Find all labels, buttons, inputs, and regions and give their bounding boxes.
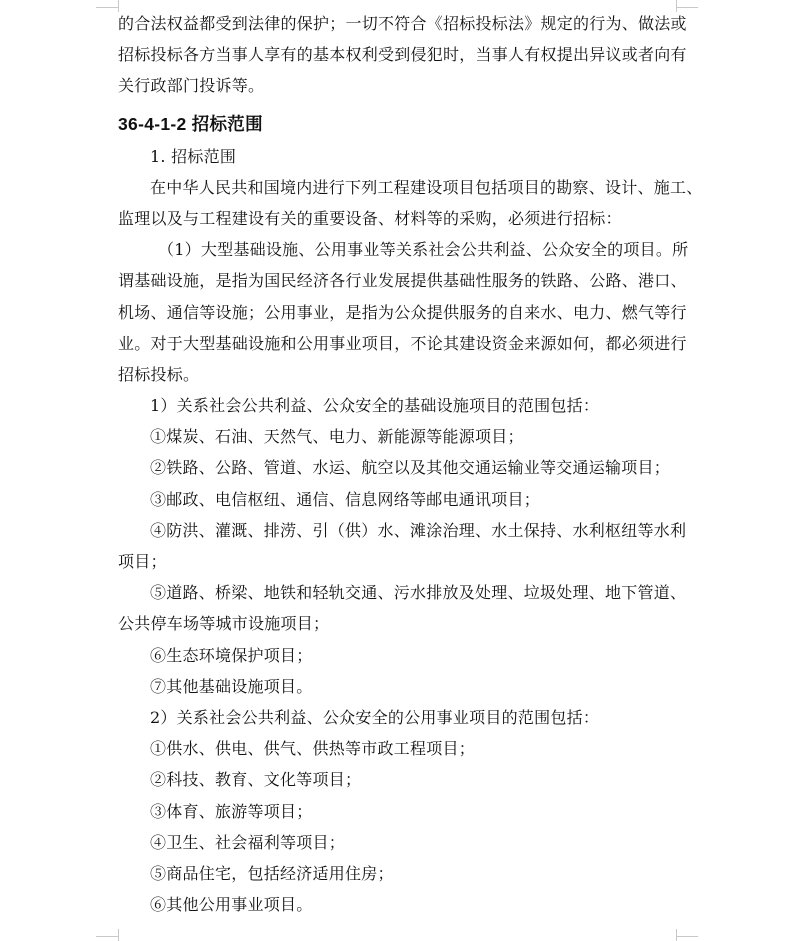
text-line: 谓基础设施，是指为国民经济各行业发展提供基础性服务的铁路、公路、港口、 [118, 271, 687, 291]
list-item: ⑥生态环境保护项目； [150, 645, 313, 665]
text-line: 的合法权益都受到法律的保护；一切不符合《招标投标法》规定的行为、做法或 [118, 14, 687, 33]
crop-mark-bottom-right-v [676, 929, 677, 941]
list-item: ③邮政、电信枢纽、通信、信息网络等邮电通讯项目； [150, 489, 541, 509]
infrastructure-list-title: 1）关系社会公共利益、公众安全的基础设施项目的范围包括： [150, 396, 600, 416]
text-line: 机场、通信等设施；公用事业，是指为公众提供服务的自来水、电力、燃气等行 [118, 302, 687, 322]
text-line: （1）大型基础设施、公用事业等关系社会公共利益、公众安全的项目。所 [158, 240, 689, 260]
list-item: ①供水、供电、供气、供热等市政工程项目； [150, 739, 476, 759]
list-item: ⑦其他基础设施项目。 [150, 676, 313, 696]
list-item: ④卫生、社会福利等项目； [150, 832, 346, 852]
crop-mark-bottom-right [676, 936, 698, 937]
section-subtitle: 1. 招标范围 [150, 146, 237, 166]
text-line: 在中华人民共和国境内进行下列工程建设项目包括项目的勘察、设计、施工、 [150, 177, 703, 197]
list-item: ⑥其他公用事业项目。 [150, 895, 313, 915]
text-line: 监理以及与工程建设有关的重要设备、材料等的采购，必须进行招标： [118, 208, 622, 228]
infrastructure-list [118, 421, 687, 702]
list-item-continuation: 公共停车场等城市设施项目； [118, 614, 330, 634]
list-item: ①煤炭、石油、天然气、电力、新能源等能源项目； [150, 427, 524, 447]
intro-paragraph [118, 8, 687, 102]
list-item: ⑤商品住宅，包括经济适用住房； [150, 863, 394, 883]
list-item: ④防洪、灌溉、排涝、引（供）水、滩涂治理、水土保持、水利枢纽等水利 [150, 520, 687, 540]
crop-mark-top-right [676, 7, 698, 8]
list-item-continuation: 项目； [118, 552, 167, 571]
scope-paragraph [118, 172, 703, 234]
crop-mark-bottom-left-v [118, 929, 119, 941]
infrastructure-paragraph [118, 234, 689, 390]
document-body [118, 8, 703, 920]
text-line: 招标投标。 [118, 364, 200, 384]
list-item: ②科技、教育、文化等项目； [150, 770, 362, 790]
text-line: 招标投标各方当事人享有的基本权利受到侵犯时，当事人有权提出异议或者向有 [118, 45, 687, 65]
public-utility-list [118, 733, 678, 920]
crop-mark-top-left [96, 7, 118, 8]
list-item: ②铁路、公路、管道、水运、航空以及其他交通运输业等交通运输项目； [150, 458, 671, 478]
text-line: 业。对于大型基础设施和公用事业项目，不论其建设资金来源如何，都必须进行 [118, 333, 687, 353]
list-item: ⑤道路、桥梁、地铁和轻轨交通、污水排放及处理、垃圾处理、地下管道、 [150, 583, 687, 603]
text-line: 关行政部门投诉等。 [118, 76, 265, 96]
crop-mark-bottom-left [96, 936, 118, 937]
section-heading: 36-4-1-2 招标范围 [118, 113, 263, 134]
list-item: ③体育、旅游等项目； [150, 801, 313, 821]
public-utility-list-title: 2）关系社会公共利益、公众安全的公用事业项目的范围包括： [150, 707, 600, 727]
